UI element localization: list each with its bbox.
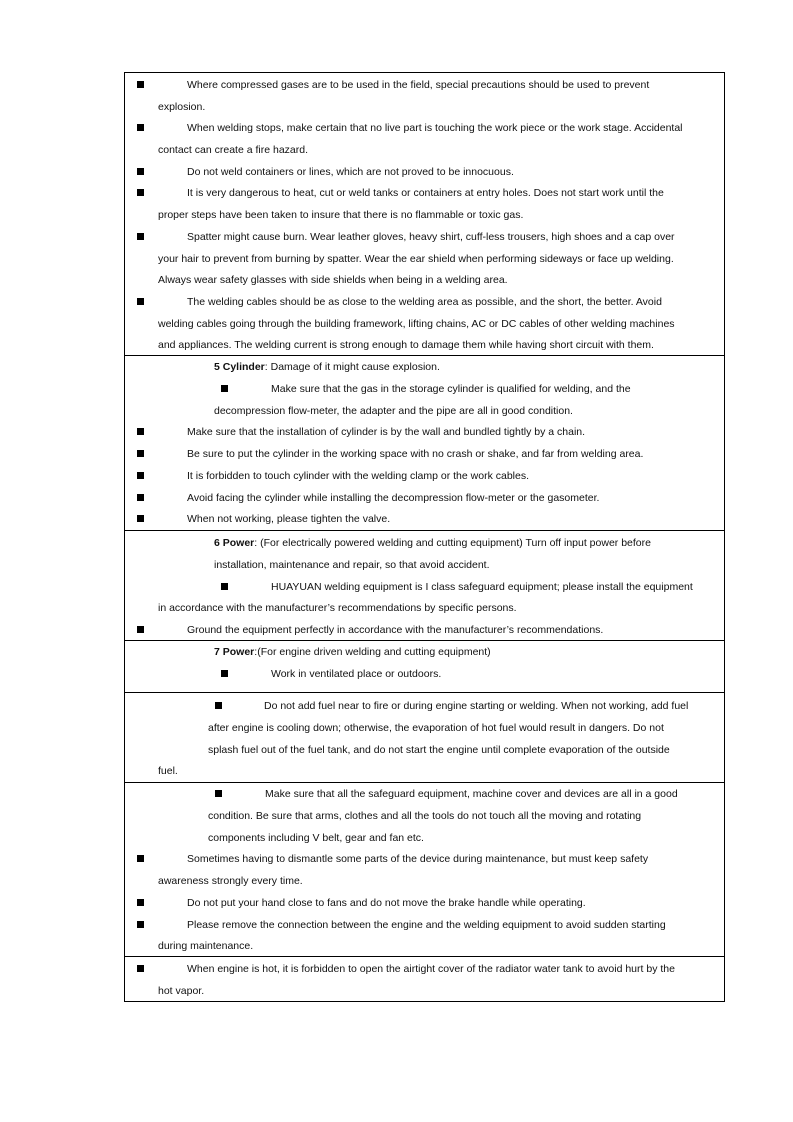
bullet-icon <box>137 921 144 928</box>
text-line: after engine is cooling down; otherwise, the evaporation of hot fuel would result in dangers. Do not <box>208 722 664 734</box>
text-line: Do not add fuel near to fire or during engine starting or welding. When not working, add fuel <box>264 700 689 712</box>
bullet-icon <box>137 124 144 131</box>
bullet-icon <box>137 168 144 175</box>
text-line: HUAYUAN welding equipment is I class safeguard equipment; please install the equipment <box>271 581 693 593</box>
heading-text: : Damage of it might cause explosion. <box>264 361 440 373</box>
text-line: Ground the equipment perfectly in accordance with the manufacturer’s recommendations. <box>187 624 604 636</box>
bullet-icon <box>221 583 228 590</box>
text-line: decompression flow-meter, the adapter and the pipe are all in good condition. <box>214 405 573 417</box>
text-line: awareness strongly every time. <box>158 875 303 887</box>
bullet-icon <box>137 298 144 305</box>
text-line: Do not put your hand close to fans and do not move the brake handle while operating. <box>187 897 586 909</box>
text-line: Make sure that the installation of cylinder is by the wall and bundled tightly by a chain. <box>187 426 586 438</box>
bullet-icon <box>137 515 144 522</box>
text-line: splash fuel out of the fuel tank, and do not start the engine until complete evaporation of the outside <box>208 744 670 756</box>
text-line: Be sure to put the cylinder in the working space with no crash or shake, and far from welding area. <box>187 448 644 460</box>
text-line: condition. Be sure that arms, clothes and all the tools do not touch all the moving and rotating <box>208 810 642 822</box>
section-cylinder <box>124 356 725 531</box>
text-line: hot vapor. <box>158 985 205 997</box>
bullet-icon <box>137 855 144 862</box>
text-line: fuel. <box>158 765 178 777</box>
safety-table <box>124 72 725 1002</box>
text-line: contact can create a fire hazard. <box>158 144 308 156</box>
text-line: Make sure that all the safeguard equipment, machine cover and devices are all in a good <box>265 788 678 800</box>
section-general <box>124 72 725 356</box>
bullet-icon <box>221 670 228 677</box>
text-line: Please remove the connection between the engine and the welding equipment to avoid sudden starting <box>187 919 666 931</box>
text-line: Where compressed gases are to be used in the field, special precautions should be used to prevent <box>187 79 650 91</box>
bullet-icon <box>137 965 144 972</box>
text-line: welding cables going through the building framework, lifting chains, AC or DC cables of other welding machines <box>158 318 675 330</box>
bullet-icon <box>137 494 144 501</box>
text-line: proper steps have been taken to insure that there is no flammable or toxic gas. <box>158 209 524 221</box>
heading-label: 5 Cylinder <box>214 361 265 373</box>
heading-label: 6 Power <box>214 537 255 549</box>
bullet-icon <box>137 189 144 196</box>
heading-text: : (For electrically powered welding and cutting equipment) Turn off input power before <box>254 537 651 549</box>
text-line: Work in ventilated place or outdoors. <box>271 668 442 680</box>
text-line: Make sure that the gas in the storage cylinder is qualified for welding, and the <box>271 383 631 395</box>
section-safeguard <box>124 783 725 957</box>
heading-label: 7 Power <box>214 646 255 658</box>
section-fuel <box>124 693 725 783</box>
text-line: during maintenance. <box>158 940 254 952</box>
text-line: When engine is hot, it is forbidden to open the airtight cover of the radiator water tank to avoid hurt by the <box>187 963 675 975</box>
text-line: Always wear safety glasses with side shields when being in a welding area. <box>158 274 508 286</box>
text-line: It is forbidden to touch cylinder with the welding clamp or the work cables. <box>187 470 530 482</box>
bullet-icon <box>221 385 228 392</box>
bullet-icon <box>215 790 222 797</box>
section-heading <box>214 360 440 374</box>
section-heading <box>214 536 651 550</box>
text-line: and appliances. The welding current is strong enough to damage them while having short circuit with them. <box>158 339 654 351</box>
text-line: components including V belt, gear and fan etc. <box>208 832 424 844</box>
text-line: in accordance with the manufacturer’s recommendations by specific persons. <box>158 602 517 614</box>
section-heading <box>214 645 491 659</box>
bullet-icon <box>137 81 144 88</box>
bullet-icon <box>137 626 144 633</box>
text-line: Sometimes having to dismantle some parts of the device during maintenance, but must keep safety <box>187 853 649 865</box>
heading-text: :(For engine driven welding and cutting equipment) <box>254 646 491 658</box>
text-line: Do not weld containers or lines, which are not proved to be innocuous. <box>187 166 514 178</box>
bullet-icon <box>137 899 144 906</box>
section-power-engine <box>124 641 725 693</box>
bullet-icon <box>215 702 222 709</box>
text-line: installation, maintenance and repair, so that avoid accident. <box>214 559 490 571</box>
section-radiator <box>124 957 725 1002</box>
bullet-icon <box>137 428 144 435</box>
bullet-icon <box>137 233 144 240</box>
section-power-electric <box>124 531 725 641</box>
bullet-icon <box>137 450 144 457</box>
text-line: Spatter might cause burn. Wear leather gloves, heavy shirt, cuff-less trousers, high shoes and a cap over <box>187 231 675 243</box>
text-line: your hair to prevent from burning by spatter. Wear the ear shield when performing sideways or face up welding. <box>158 253 674 265</box>
text-line: Avoid facing the cylinder while installing the decompression flow-meter or the gasometer. <box>187 492 600 504</box>
text-line: explosion. <box>158 101 206 113</box>
bullet-icon <box>137 472 144 479</box>
text-line: When not working, please tighten the valve. <box>187 513 391 525</box>
text-line: It is very dangerous to heat, cut or weld tanks or containers at entry holes. Does not start work until the <box>187 187 664 199</box>
text-line: The welding cables should be as close to the welding area as possible, and the short, the better. Avoid <box>187 296 662 308</box>
text-line: When welding stops, make certain that no live part is touching the work piece or the work stage. Accidental <box>187 122 683 134</box>
